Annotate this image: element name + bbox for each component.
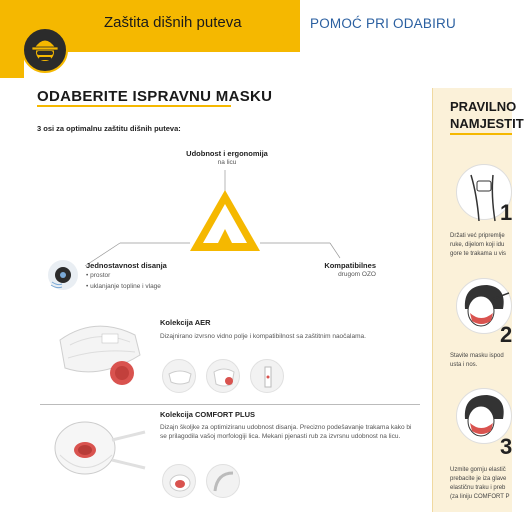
section-subtitle: 3 osi za optimalnu zaštitu dišnih puteva: — [37, 124, 181, 133]
axis-compat-title: Kompatibilnes — [324, 261, 376, 270]
comfort-plus-mask-image — [40, 410, 150, 490]
panel-title — [450, 98, 524, 132]
axis-breathing-item: • uklanjanje topline i vlage — [86, 283, 161, 290]
mask-fold-thumbnail — [162, 359, 196, 393]
panel-title-underline — [450, 133, 512, 135]
collection-desc: Dizajn školjke za optimiziranu udobnost disanja. Precizno podešavanje trakama kako bi se prilagodila vašoj morfologiji lica. Mekani pjenasti rub za izvrsnu udobnost na licu. — [160, 424, 412, 440]
panel-title-line: PRAVILNO — [450, 99, 517, 114]
axis-comfort — [150, 149, 304, 166]
header-title: Zaštita dišnih puteva — [104, 14, 242, 31]
collection-aer — [40, 310, 420, 402]
step-1-text — [450, 232, 512, 259]
aer-mask-image — [40, 310, 150, 390]
step-text-line: prebacite je iza glave — [450, 476, 507, 482]
step-number: 2 — [500, 322, 513, 347]
axis-comfort-title: Udobnost i ergonomija — [186, 149, 268, 158]
step-text-line: gore te trakama u vis — [450, 251, 507, 257]
hardhat-worker-icon — [22, 27, 68, 73]
axis-breathing-item: • prostor — [86, 272, 111, 279]
step-text-line: Stavite masku ispod — [450, 353, 504, 359]
collection-name: Kolekcija AER — [160, 318, 211, 327]
step-text-line: Uzmite gornju elastič — [450, 467, 506, 473]
axis-compat — [296, 261, 376, 278]
axis-comfort-sub: na licu — [217, 159, 237, 166]
warning-triangle-icon — [190, 190, 260, 251]
axis-breathing — [86, 261, 167, 292]
step-text-line: (za liniju COMFORT P — [450, 494, 510, 500]
step-number: 1 — [500, 200, 513, 225]
mask-valve-thumbnail — [162, 464, 196, 498]
step-text-line: elastičnu traku i preb — [450, 485, 506, 491]
collection-comfort-plus — [40, 408, 420, 508]
step-2-text — [450, 352, 512, 370]
axis-compat-sub: drugom OZO — [338, 271, 376, 278]
title-underline — [37, 105, 231, 107]
help-selection-link[interactable]: POMOĆ PRI ODABIRU — [310, 16, 456, 31]
step-text-line: ruke, dijelom koji idu — [450, 242, 505, 248]
mask-strap-thumbnail — [250, 359, 284, 393]
collection-desc: Dizajnirano izvrsno vidno polje i kompatibilnost sa zaštitnim naočalama. — [160, 333, 366, 340]
step-text-line: usta i nos. — [450, 362, 478, 368]
mask-valve-thumbnail — [206, 359, 240, 393]
panel-title-line: NAMJESTIT — [450, 116, 524, 131]
page-title: ODABERITE ISPRAVNU MASKU — [37, 88, 273, 105]
step-text-line: Držati već pripremlje — [450, 233, 505, 239]
collection-name: Kolekcija COMFORT PLUS — [160, 410, 256, 419]
page-header — [0, 0, 512, 78]
breathing-mask-icon — [48, 260, 78, 290]
axis-breathing-title: Jednostavnost disanja — [86, 261, 167, 270]
step-number: 3 — [500, 434, 513, 459]
header-tail — [0, 52, 24, 78]
step-3-text — [450, 466, 512, 502]
collection-divider — [40, 404, 420, 405]
mask-edge-thumbnail — [206, 464, 240, 498]
